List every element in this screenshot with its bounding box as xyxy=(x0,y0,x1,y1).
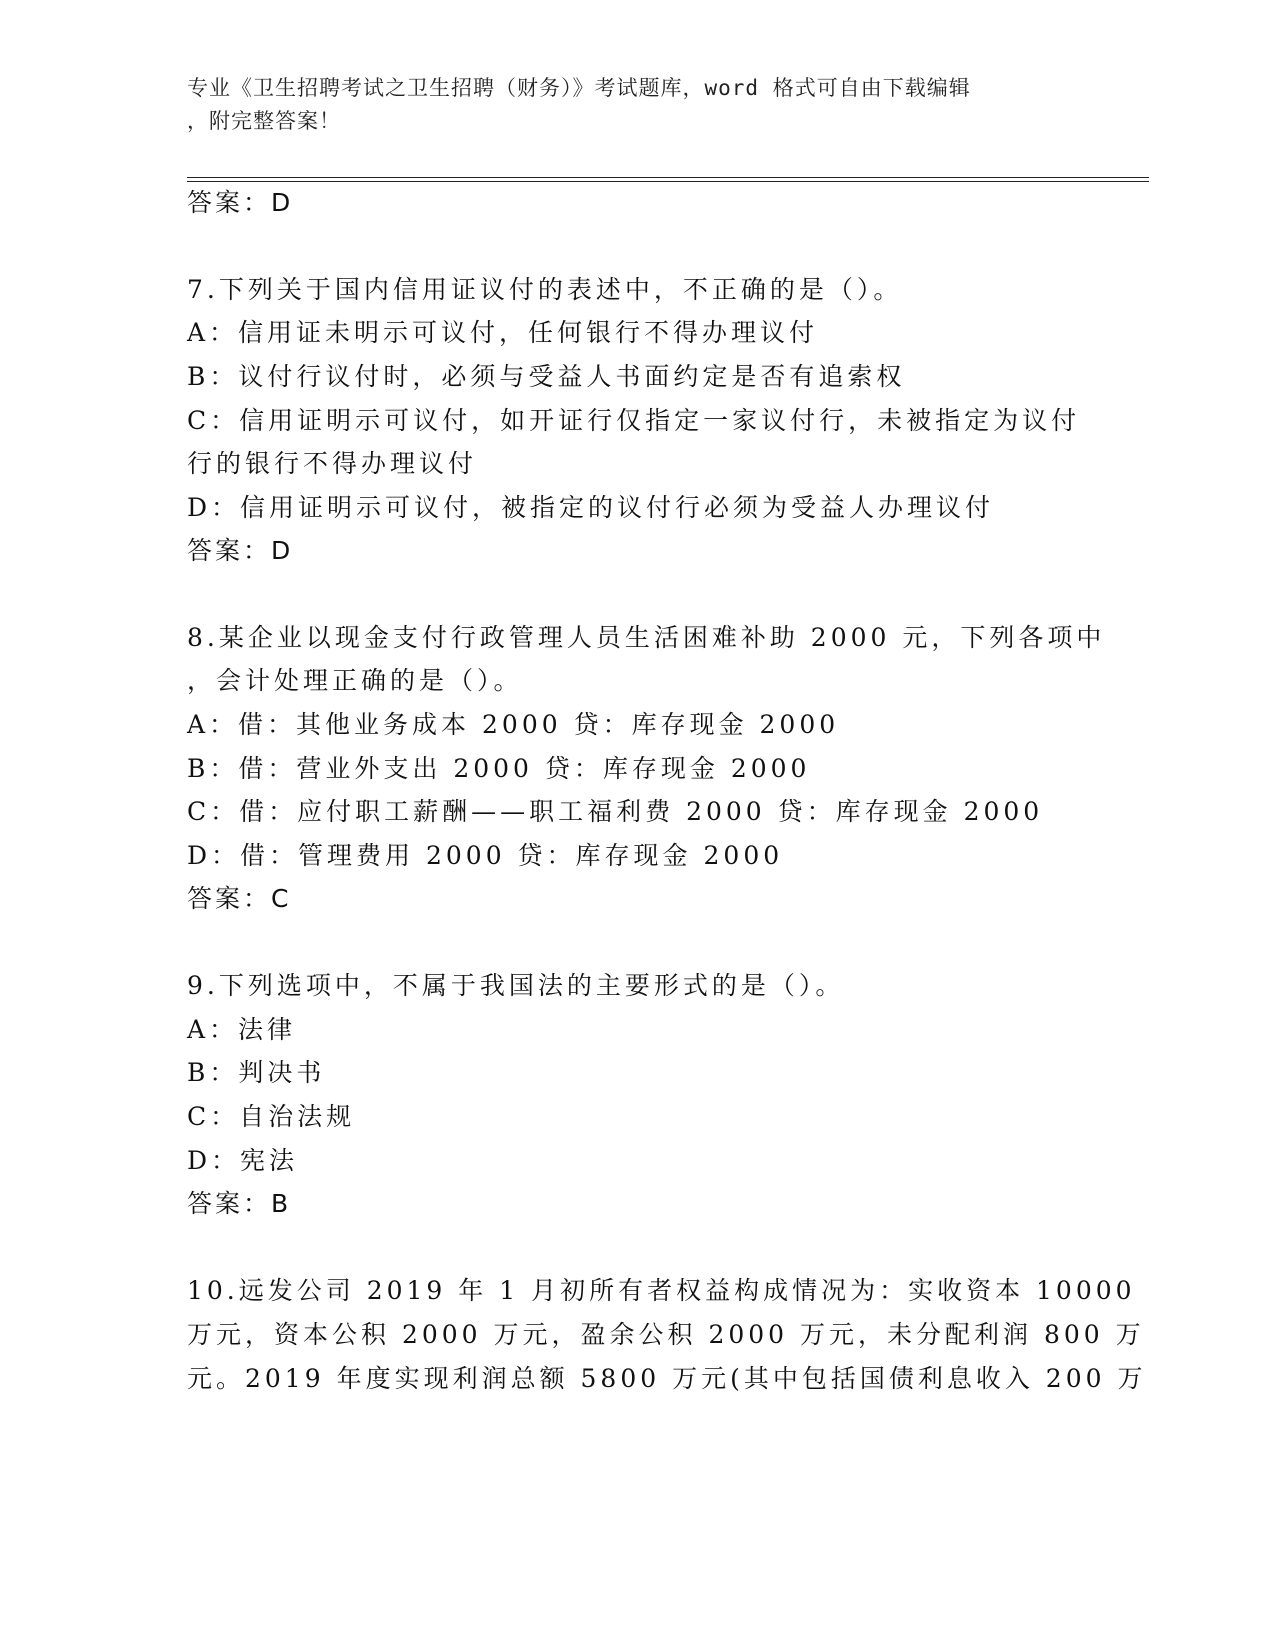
q7-option-c-line1: C：信用证明示可议付，如开证行仅指定一家议付行，未被指定为议付 xyxy=(187,406,1081,435)
q10-stem-line3: 元。2019 年度实现利润总额 5800 万元(其中包括国债利息收入 200 万 xyxy=(187,1364,1147,1393)
q8-answer: 答案：C xyxy=(187,884,292,913)
header-rule-top xyxy=(187,177,1149,178)
q9-option-c: C：自治法规 xyxy=(187,1102,356,1131)
q9-answer: 答案：B xyxy=(187,1189,292,1218)
q9-option-d: D：宪法 xyxy=(187,1146,299,1175)
q7-option-a: A：信用证未明示可议付，任何银行不得办理议付 xyxy=(187,318,819,347)
q8-option-c: C：借：应付职工薪酬——职工福利费 2000 贷：库存现金 2000 xyxy=(187,797,1044,826)
q7-option-c-line2: 行的银行不得办理议付 xyxy=(187,449,478,478)
q8-option-a: A：借：其他业务成本 2000 贷：库存现金 2000 xyxy=(187,710,840,739)
page-header xyxy=(187,72,1067,138)
q9-stem: 9.下列选项中，不属于我国法的主要形式的是（）。 xyxy=(187,971,845,1000)
q7-stem: 7.下列关于国内信用证议付的表述中，不正确的是（）。 xyxy=(187,275,903,304)
q9-option-b: B：判决书 xyxy=(187,1058,326,1087)
q7-option-b: B：议付行议付时，必须与受益人书面约定是否有追索权 xyxy=(187,362,906,391)
q8-option-b: B：借：营业外支出 2000 贷：库存现金 2000 xyxy=(187,754,811,783)
q7-option-d: D：信用证明示可议付，被指定的议付行必须为受益人办理议付 xyxy=(187,493,995,522)
q8-stem-line1: 8.某企业以现金支付行政管理人员生活困难补助 2000 元，下列各项中 xyxy=(187,623,1106,652)
q10-stem-line1: 10.远发公司 2019 年 1 月初所有者权益构成情况为：实收资本 10000 xyxy=(187,1276,1136,1305)
q9-option-a: A：法律 xyxy=(187,1015,297,1044)
answer-prev: 答案：D xyxy=(187,188,294,217)
q8-stem-line2: ，会计处理正确的是（）。 xyxy=(187,666,523,695)
q10-stem-line2: 万元，资本公积 2000 万元，盈余公积 2000 万元，未分配利润 800 万 xyxy=(187,1320,1145,1349)
header-rule-bottom xyxy=(187,181,1149,182)
header-line-2: ，附完整答案！ xyxy=(187,109,341,133)
q8-option-d: D：借：管理费用 2000 贷：库存现金 2000 xyxy=(187,841,784,870)
header-line-1: 专业《卫生招聘考试之卫生招聘（财务）》考试题库，word 格式可自由下载编辑 xyxy=(187,76,971,100)
q7-answer: 答案：D xyxy=(187,536,294,565)
